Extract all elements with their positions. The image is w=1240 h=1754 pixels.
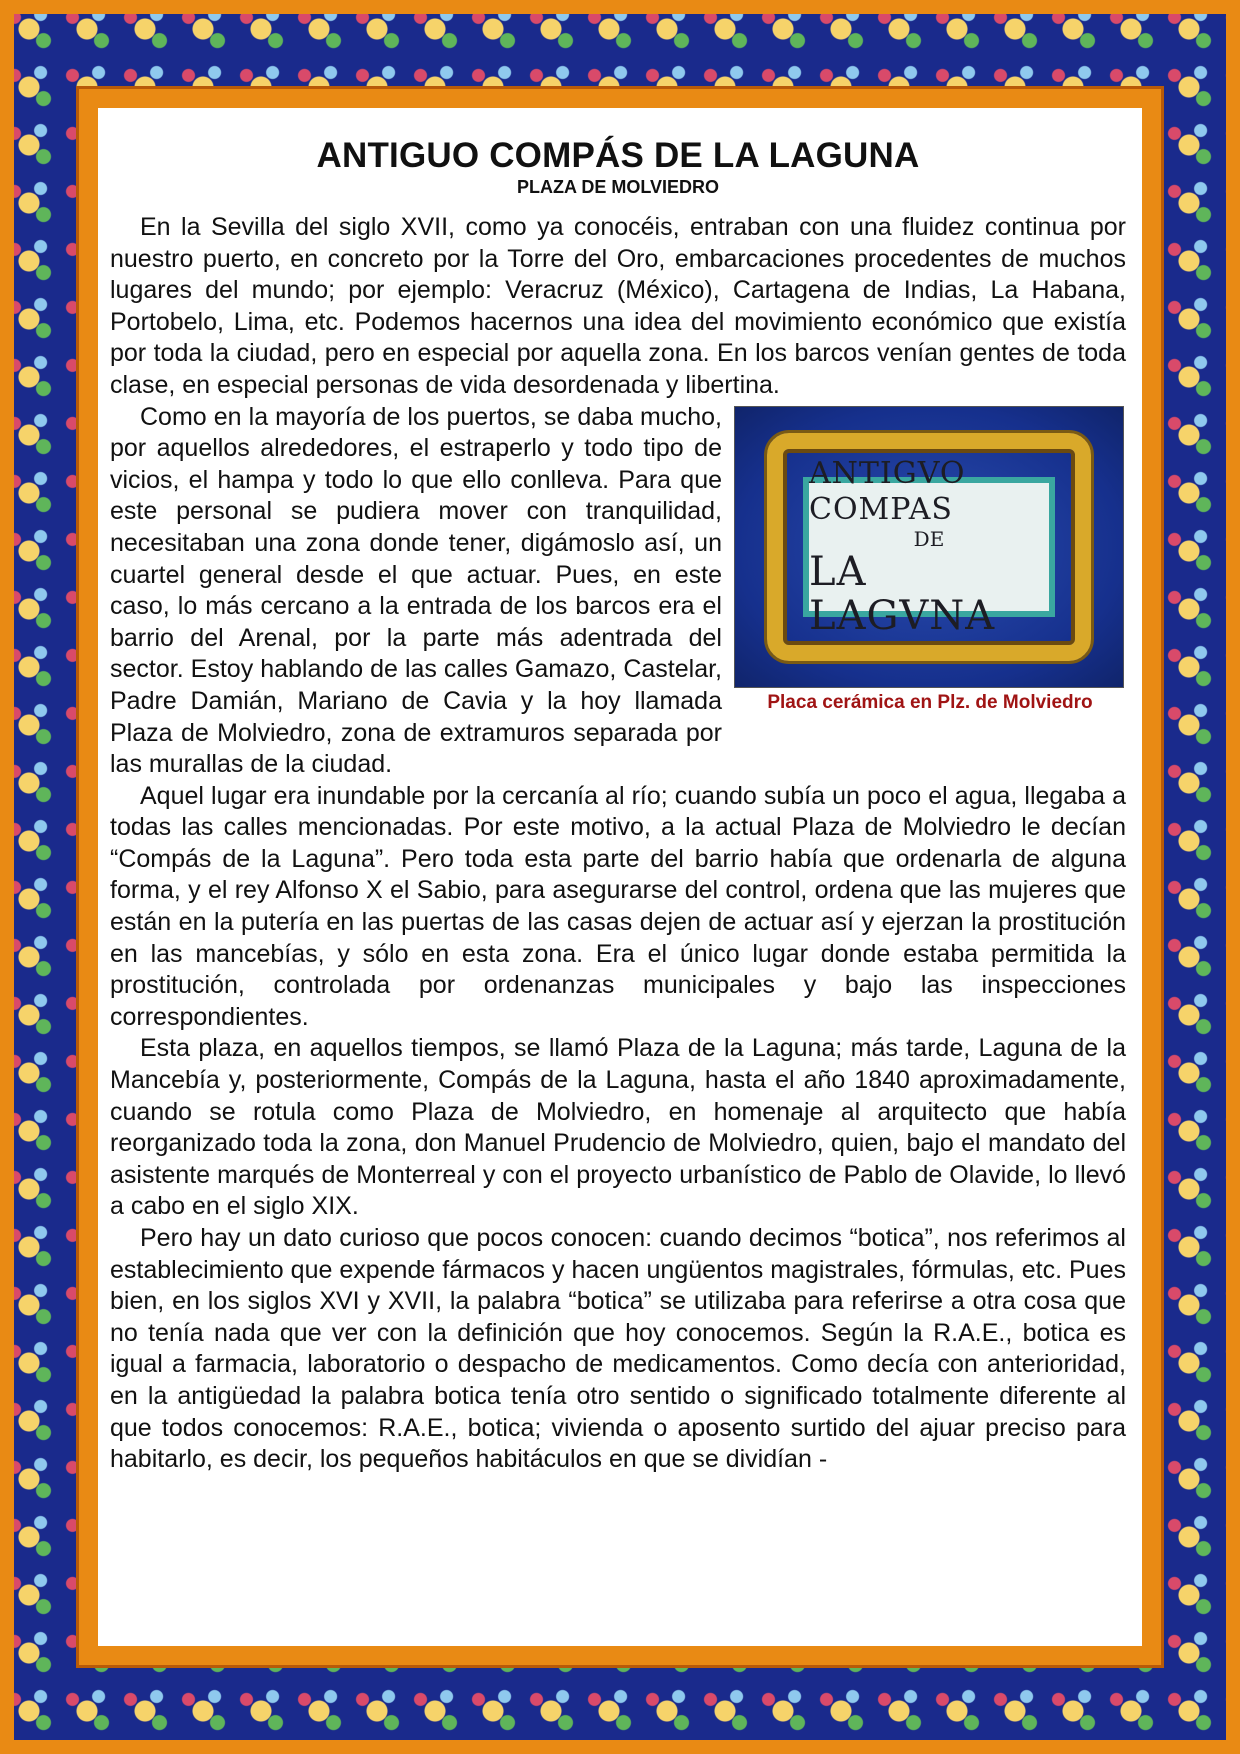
document-content: [110, 118, 1126, 1618]
figure-caption: Placa cerámica en Plz. de Molviedro: [767, 691, 1093, 713]
paragraph-1: En la Sevilla del siglo XVII, como ya conocéis, entraban con una fluidez continua por nuestro puerto, en concreto por la Torre del Oro, embarcaciones procedentes de muchos lugares del mundo; por ejemplo: Veracruz (México), Cartagena de Indias, La Habana, Portobelo, Lima, etc. Podemos hacernos una idea del movimiento económico que existía por toda la ciudad, pero en especial por aquella zona. En los barcos venían gentes de toda clase, en especial personas de vida desordenada y libertina.: [110, 213, 1126, 399]
plaque-inscription: [803, 455, 1055, 639]
plaque-line-3: LA LAGVNA: [809, 548, 996, 639]
page-subtitle: PLAZA DE MOLVIEDRO: [517, 177, 719, 197]
page-title: ANTIGUO COMPÁS DE LA LAGUNA: [316, 136, 920, 175]
plaque-line-1: ANTIGVO COMPAS: [809, 455, 966, 527]
paragraph-5: Pero hay un dato curioso que pocos conocen: cuando decimos “botica”, nos referimos al establecimiento que expende fármacos y hacen ungüentos magistrales, fórmulas, etc. Pues bien, en los siglos XVI y XVII, la palabra “botica” se utilizaba para referirse a otra cosa que no tenía nada que ver con la definición que hoy conocemos. Según la R.A.E., botica es igual a farmacia, laboratorio o despacho de medicamentos. Como decía con anterioridad, en la antigüedad la palabra botica tenía otro sentido o significado totalmente diferente al que todos conocemos: R.A.E., botica; vivienda o aposento surtido del ajuar preciso para habitarlo, es decir, los pequeños habitáculos en que se dividían -: [110, 1224, 1126, 1474]
paragraph-3: Aquel lugar era inundable por la cercanía al río; cuando subía un poco el agua, llegaba a todas las calles mencionadas. Por este motivo, a la actual Plaza de Molviedro le decían “Compás de la Laguna”. Pero toda esta parte del barrio había que ordenarla de alguna forma, y el rey Alfonso X el Sabio, para asegurarse del control, ordena que las mujeres que están en la putería en las puertas de las casas dejen de actuar así y ejerzan la prostitución en las mancebías, y sólo en esta zona. Era el único lugar donde estaba permitida la prostitución, controlada por ordenanzas municipales y bajo las inspecciones correspondientes.: [110, 781, 1126, 1031]
paragraph-4: Esta plaza, en aquellos tiempos, se llamó Plaza de la Laguna; más tarde, Laguna de la Mancebía y, posteriormente, Compás de la Laguna, hasta el año 1840 aproximadamente, cuando se rotula como Plaza de Molviedro, en homenaje al arquitecto que había reorganizado toda la zona, don Manuel Prudencio de Molviedro, quien, bajo el mandato del asistente marqués de Monterreal y con el proyecto urbanístico de Pablo de Olavide, lo llevó a cabo en el siglo XIX.: [110, 1034, 1126, 1221]
article-body: [110, 212, 1126, 1476]
paragraph-2: Como en la mayoría de los puertos, se daba mucho, por aquellos alrededores, el estraperlo y todo tipo de vicios, el hampa y todo lo que ello conlleva. Para que este personal se pudiera mover con tranquilidad, necesitaban una zona donde tener, digámoslo así, un cuartel general desde el que actuar. Pues, en este caso, lo más cercano a la entrada de los barcos era el barrio del Arenal, por la parte más adentrada del sector. Estoy hablando de las calles Gamazo, Castelar, Padre Damián, Mariano de Cavia y la hoy llamada Plaza de Molviedro, zona de extramuros separada por las murallas de la ciudad.: [110, 402, 722, 779]
plaque-line-2: DE: [913, 526, 945, 551]
plaque-figure: [734, 406, 1126, 716]
ceramic-plaque-image: [734, 406, 1124, 688]
